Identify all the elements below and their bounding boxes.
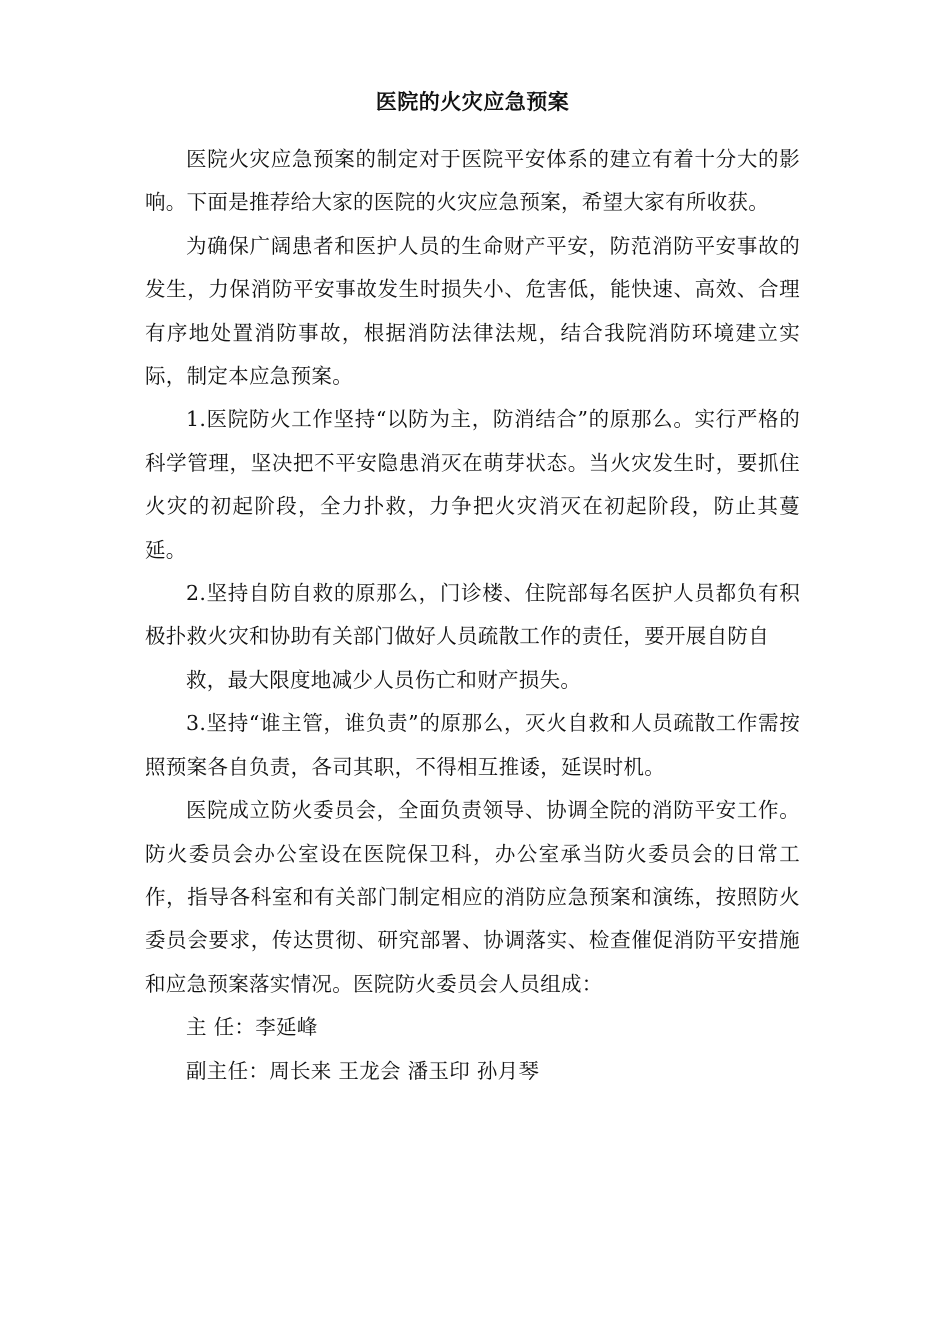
document-title: 医院的火灾应急预案 — [375, 90, 570, 114]
paragraph-intro: 医院火灾应急预案的制定对于医院平安体系的建立有着十分大的影响。下面是推荐给大家的医院的火灾应急预案，希望大家有所收获。 — [145, 147, 800, 215]
paragraph-principle-2: 2.坚持自防自救的原那么，门诊楼、住院部每名医护人员都负有积极扑救火灾和协助有关部门做好人员疏散工作的责任，要开展自防自 — [145, 581, 800, 649]
paragraph-principle-1: 1.医院防火工作坚持“以防为主，防消结合”的原那么。实行严格的科学管理，坚决把不平安隐患消灭在萌芽状态。当火灾发生时，要抓住火灾的初起阶段，全力扑救，力争把火灾消灭在初起阶段，防止其蔓延。 — [145, 407, 800, 562]
committee-director: 主 任：李延峰 — [186, 1015, 318, 1040]
paragraph-principle-3: 3.坚持“谁主管，谁负责”的原那么，灭火自救和人员疏散工作需按照预案各自负责，各司其职，不得相互推诿，延误时机。 — [145, 711, 800, 779]
paragraph-purpose: 为确保广阔患者和医护人员的生命财产平安，防范消防平安事故的发生，力保消防平安事故发生时损失小、危害低，能快速、高效、合理有序地处置消防事故，根据消防法律法规，结合我院消防环境建立实际，制定本应急预案。 — [145, 233, 800, 389]
committee-deputy-directors: 副主任：周长来 王龙会 潘玉印 孙月琴 — [186, 1058, 540, 1083]
paragraph-committee: 医院成立防火委员会，全面负责领导、协调全院的消防平安工作。防火委员会办公室设在医院保卫科，办公室承当防火委员会的日常工作，指导各科室和有关部门制定相应的消防应急预案和演练，按照防火委员会要求，传达贯彻、研究部署、协调落实、检查催促消防平安措施和应急预案落实情况。医院防火委员会人员组成： — [145, 798, 800, 996]
paragraph-principle-2-continued: 救，最大限度地减少人员伤亡和财产损失。 — [186, 667, 582, 692]
